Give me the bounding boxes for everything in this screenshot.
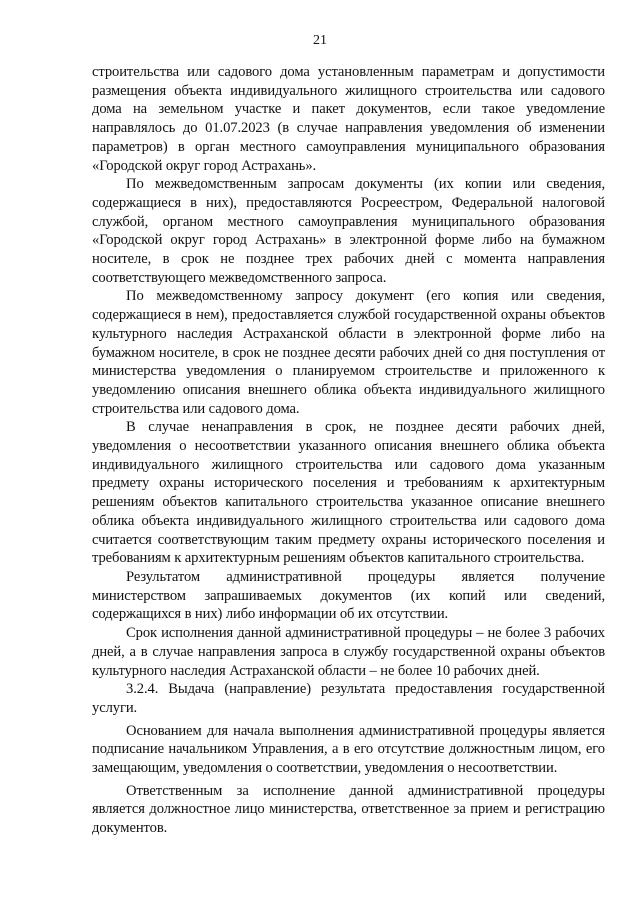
paragraph-procedure-responsible: Ответственным за исполнение данной административной процедуры является должностное лицо министерства, ответственное за прием и регистрацию документов. [92, 782, 605, 837]
section-heading-3-2-4: 3.2.4. Выдача (направление) результата предоставления государственной услуги. [92, 681, 605, 716]
paragraph-interagency-requests: По межведомственным запросам документы (их копии или сведения, содержащиеся в них), предоставляются Росреестром, Федеральной налоговой службой, органом местного самоуправления муниципального образования «Городской округ город Астрахань» в электронной форме либо на бумажном носителе, в срок не позднее трех рабочих дней с момента направления соответствующего межведомственного запроса. [92, 176, 605, 286]
paragraph-non-direction: В случае ненаправления в срок, не позднее десяти рабочих дней, уведомления о несоответствии указанного описания внешнего облика объекта индивидуального жилищного строительства или садового дома указанным предмету охраны исторического поселения и требованиям к архитектурным решениям объектов капитального строительства указанное описание внешнего облика объекта индивидуального жилищного строительства или садового дома считается соответствующим таким предмету охраны исторического поселения и требованиям к архитектурным решениям объектов капитального строительства. [92, 419, 605, 567]
paragraph-procedure-basis: Основанием для начала выполнения административной процедуры является подписание начальником Управления, а в его отсутствие должностным лицом, его замещающим, уведомления о соответствии, уведомления о несоответствии. [92, 722, 605, 777]
page-number: 21 [313, 33, 327, 48]
paragraph-continuation: строительства или садового дома установленным параметрам и допустимости размещения объекта индивидуального жилищного строительства или садового дома на земельном участке и пакет документов, если такое уведомление направлялось до 01.07.2023 (в случае направления уведомления об изменении параметров) в орган местного самоуправления муниципального образования «Городской округ город Астрахань». [92, 64, 605, 174]
paragraph-procedure-result: Результатом административной процедуры является получение министерством запрашиваемых документов (их копий или сведений, содержащихся в них) либо информации об их отсутствии. [92, 568, 605, 623]
paragraph-heritage-request: По межведомственному запросу документ (его копия или сведения, содержащиеся в нем), предоставляется службой государственной охраны объектов культурного наследия Астраханской области в электронной форме либо на бумажном носителе, в срок не позднее десяти рабочих дней со дня поступления от министерства уведомления о планируемом строительстве и приложенного к уведомлению описания внешнего облика объекта индивидуального жилищного строительства или садового дома. [92, 288, 605, 417]
document-body [92, 63, 605, 838]
paragraph-procedure-term: Срок исполнения данной административной процедуры – не более 3 рабочих дней, а в случае направления запроса в службу государственной охраны объектов культурного наследия Астраханской области – не более 10 рабочих дней. [92, 625, 605, 679]
